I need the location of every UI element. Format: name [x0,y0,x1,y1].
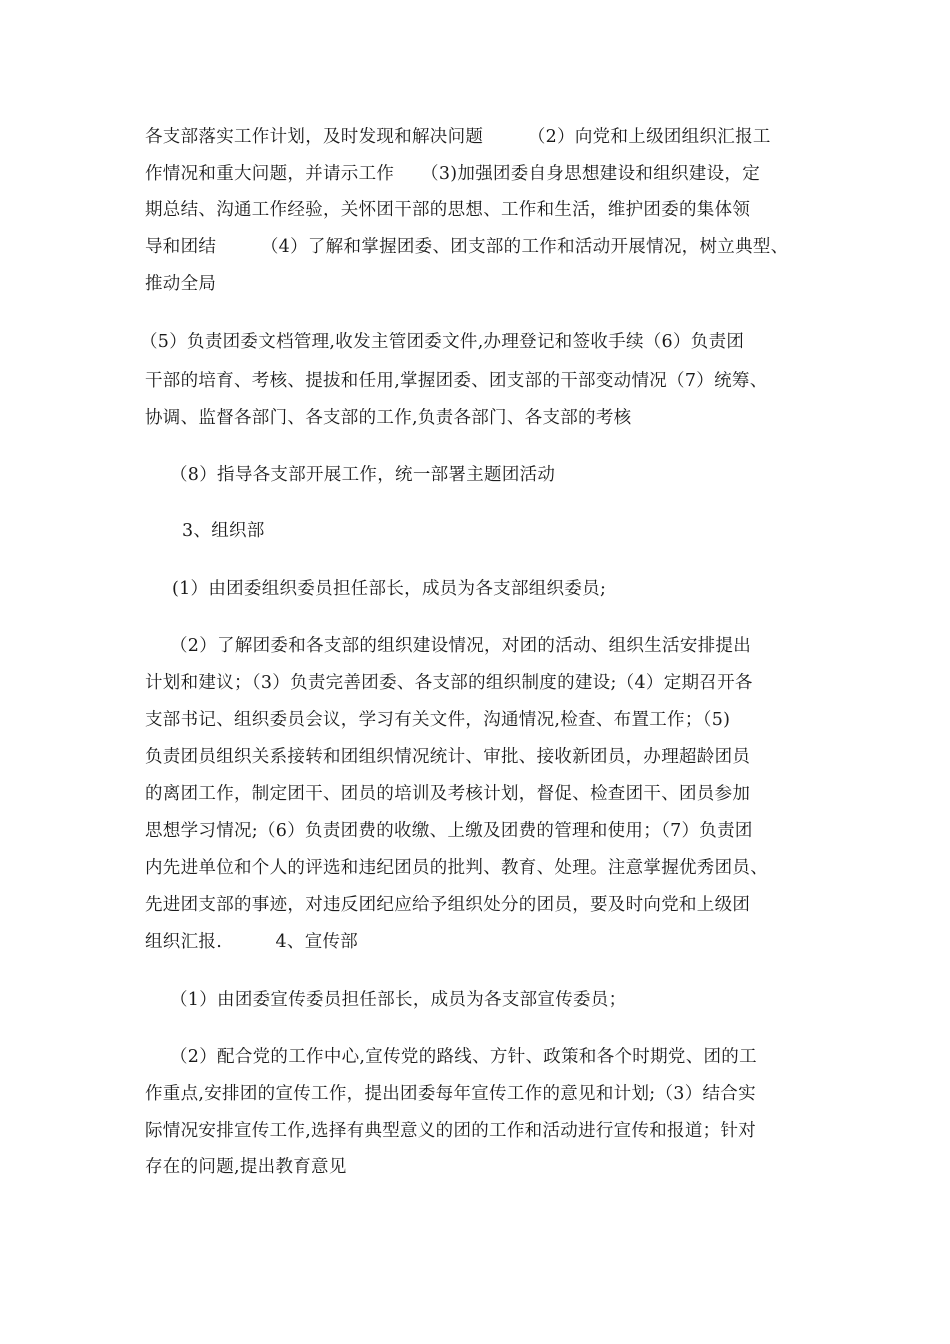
text-line-21: （1）由团委宣传委员担任部长，成员为各支部宣传委员； [170,990,627,1010]
text-line-9: （8）指导各支部开展工作，统一部署主题团活动 [170,465,556,485]
text-line-5: 推动全局 [145,274,217,294]
text-line-17: 思想学习情况;（6）负责团费的收缴、上缴及团费的管理和使用；（7）负责团 [145,821,753,841]
text-line-15: 负责团员组织关系接转和团组织情况统计、审批、接收新团员，办理超龄团员 [145,747,751,767]
text-line-19: 先进团支部的事迹，对违反团纪应给予组织处分的团员，要及时向党和上级团 [145,895,751,915]
text-line-6: （5）负责团委文档管理,收发主管团委文件,办理登记和签收手续（6）负责团 [140,332,745,352]
section-heading-organization: 3、组织部 [182,521,265,541]
text-line-25: 存在的问题,提出教育意见 [145,1157,347,1177]
text-line-13: 计划和建议；（3）负责完善团委、各支部的组织制度的建设;（4）定期召开各 [145,673,753,693]
text-line-18: 内先进单位和个人的评选和违纪团员的批判、教育、处理。注意掌握优秀团员、 [145,858,768,878]
text-line-4: 导和团结 （4）了解和掌握团委、团支部的工作和活动开展情况，树立典型、 [145,237,789,257]
text-line-23: 作重点,安排团的宣传工作，提出团委每年宣传工作的意见和计划;（3）结合实 [145,1084,756,1104]
text-line-12: （2）了解团委和各支部的组织建设情况，对团的活动、组织生活安排提出 [170,636,752,656]
text-line-2: 作情况和重大问题，并请示工作 （3)加强团委自身思想建设和组织建设，定 [145,164,761,184]
text-line-8: 协调、监督各部门、各支部的工作,负责各部门、各支部的考核 [145,408,632,428]
text-line-24: 际情况安排宣传工作,选择有典型意义的团的工作和活动进行宣传和报道；针对 [145,1121,757,1141]
text-line-20: 组织汇报. 4、宣传部 [145,932,359,952]
text-line-1: 各支部落实工作计划，及时发现和解决问题 （2）向党和上级团组织汇报工 [145,127,771,147]
text-line-11: (1）由团委组织委员担任部长，成员为各支部组织委员; [172,579,607,599]
text-line-22: （2）配合党的工作中心,宣传党的路线、方针、政策和各个时期党、团的工 [170,1047,757,1067]
text-line-3: 期总结、沟通工作经验，关怀团干部的思想、工作和生活，维护团委的集体领 [145,200,751,220]
text-line-14: 支部书记、组织委员会议，学习有关文件，沟通情况,检查、布置工作；（5) [145,710,731,730]
text-line-7: 干部的培育、考核、提拔和任用,掌握团委、团支部的干部变动情况（7）统筹、 [145,371,768,391]
text-line-16: 的离团工作，制定团干、团员的培训及考核计划，督促、检查团干、团员参加 [145,784,751,804]
